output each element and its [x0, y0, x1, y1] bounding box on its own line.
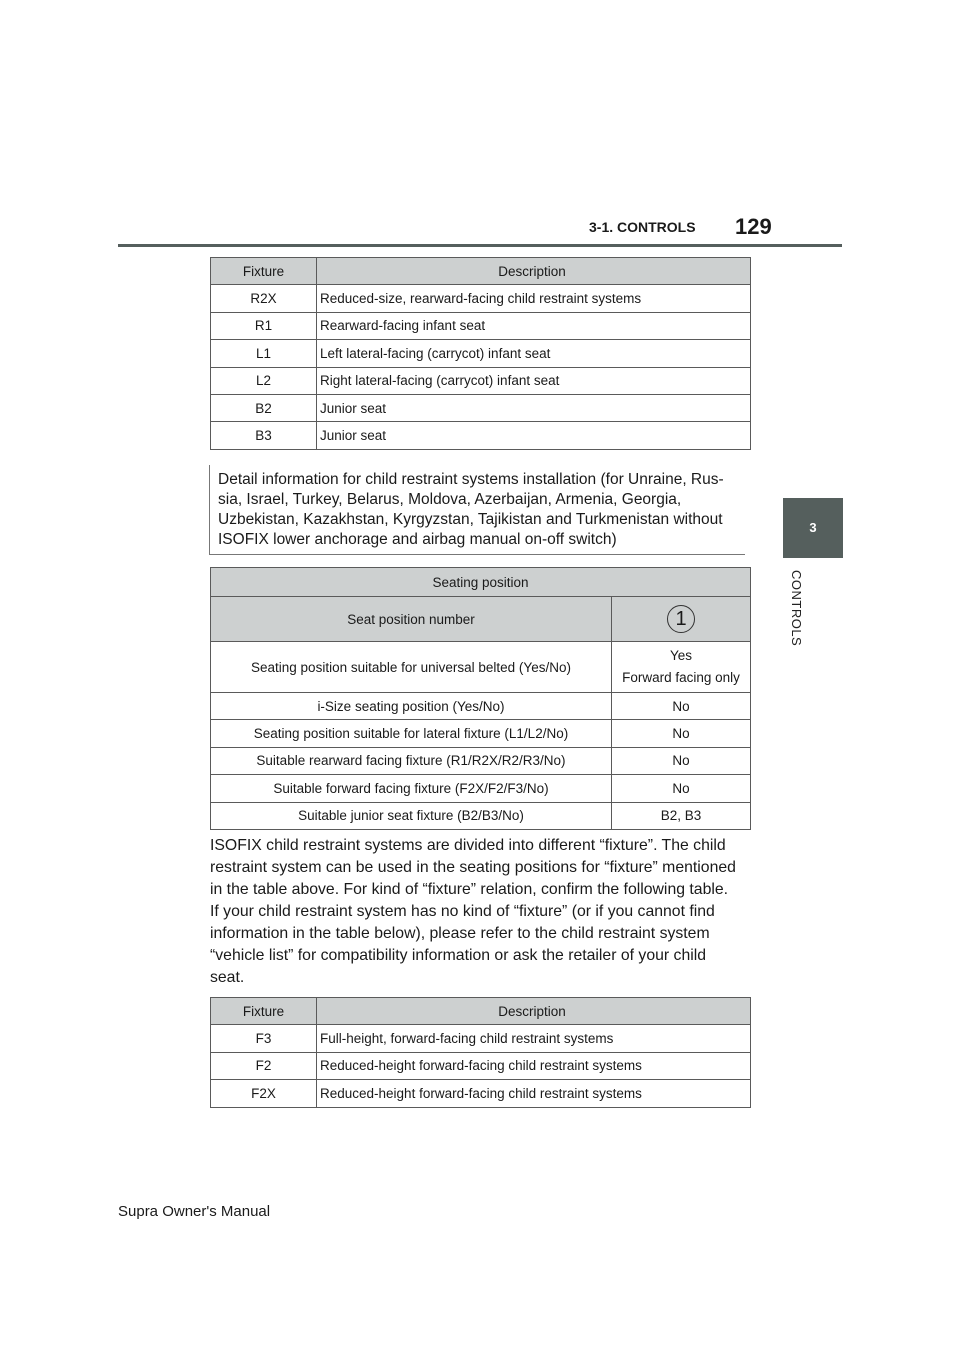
fixture-cell: F2X	[211, 1080, 317, 1107]
column-header-fixture: Fixture	[211, 998, 317, 1025]
body-line: “vehicle list” for compatibility information or ask the retailer of your child	[210, 947, 707, 964]
row-label: Suitable forward facing fixture (F2X/F2/F3/No)	[211, 775, 612, 802]
row-label: i-Size seating position (Yes/No)	[211, 693, 612, 720]
fixture-cell: R2X	[211, 285, 317, 312]
seat-position-number-label: Seat position number	[211, 597, 612, 642]
body-paragraph	[210, 835, 755, 989]
row-value: No	[612, 775, 751, 802]
fixture-cell: B2	[211, 394, 317, 421]
info-line: ISOFIX lower anchorage and airbag manual on-off switch)	[218, 531, 617, 548]
table-row	[211, 693, 751, 720]
table-header-row	[211, 258, 751, 285]
description-cell: Reduced-height forward-facing child restraint systems	[317, 1080, 751, 1107]
table-row	[211, 367, 751, 394]
footer-manual-title: Supra Owner's Manual	[118, 1203, 271, 1220]
description-cell: Junior seat	[317, 394, 751, 421]
chapter-tab: 3	[783, 498, 843, 558]
section-label: 3-1. CONTROLS	[589, 219, 696, 235]
table-row	[211, 775, 751, 802]
description-cell: Full-height, forward-facing child restraint systems	[317, 1025, 751, 1052]
column-header-description: Description	[317, 258, 751, 285]
row-value	[612, 642, 751, 693]
table-row	[211, 642, 751, 693]
fixture-cell: L2	[211, 367, 317, 394]
table-header-row	[211, 998, 751, 1025]
row-label: Suitable junior seat fixture (B2/B3/No)	[211, 802, 612, 829]
header-rule	[118, 244, 842, 247]
table-row	[211, 1080, 751, 1107]
seating-position-table	[210, 567, 751, 830]
seat-position-number-cell	[612, 597, 751, 642]
column-header-description: Description	[317, 998, 751, 1025]
fixture-cell: F3	[211, 1025, 317, 1052]
fixture-cell: R1	[211, 312, 317, 339]
seat-number-1-icon: 1	[667, 605, 695, 633]
table-row	[211, 422, 751, 449]
value-main: Yes	[669, 648, 693, 663]
chapter-tab-label: CONTROLS	[789, 570, 804, 647]
description-cell: Junior seat	[317, 422, 751, 449]
table-row	[211, 802, 751, 829]
description-cell: Reduced-height forward-facing child restraint systems	[317, 1052, 751, 1079]
column-header-fixture: Fixture	[211, 258, 317, 285]
body-line: seat.	[210, 969, 245, 986]
table-row	[211, 340, 751, 367]
row-value: B2, B3	[612, 802, 751, 829]
table-title-row	[211, 568, 751, 597]
body-line: information in the table below), please refer to the child restraint system	[210, 925, 710, 942]
row-label: Seating position suitable for universal belted (Yes/No)	[211, 642, 612, 693]
description-cell: Left lateral-facing (carrycot) infant seat	[317, 340, 751, 367]
table-row	[211, 720, 751, 747]
description-cell: Reduced-size, rearward-facing child restraint systems	[317, 285, 751, 312]
description-cell: Rearward-facing infant seat	[317, 312, 751, 339]
info-line: Uzbekistan, Kazakhstan, Kyrgyzstan, Tajikistan and Turkmenistan without	[218, 511, 723, 528]
table-row	[211, 747, 751, 774]
table-row	[211, 285, 751, 312]
table-row	[211, 312, 751, 339]
body-line: If your child restraint system has no kind of “fixture” (or if you cannot find	[210, 903, 715, 920]
row-label: Suitable rearward facing fixture (R1/R2X/R2/R3/No)	[211, 747, 612, 774]
fixture-cell: L1	[211, 340, 317, 367]
seating-position-title: Seating position	[211, 568, 751, 597]
body-line: restraint system can be used in the seating positions for “fixture” mentioned	[210, 859, 736, 876]
table-row	[211, 1025, 751, 1052]
body-line: in the table above. For kind of “fixture” relation, confirm the following table.	[210, 881, 729, 898]
table-row	[211, 394, 751, 421]
fixture-table-1	[210, 257, 751, 450]
fixture-cell: F2	[211, 1052, 317, 1079]
table-row	[211, 1052, 751, 1079]
row-value: No	[612, 720, 751, 747]
value-note: Forward facing only	[622, 670, 740, 685]
page-number: 129	[735, 214, 772, 239]
fixture-table-2	[210, 997, 751, 1108]
row-value: No	[612, 747, 751, 774]
row-value: No	[612, 693, 751, 720]
body-line: ISOFIX child restraint systems are divided into different “fixture”. The child	[210, 837, 726, 854]
fixture-cell: B3	[211, 422, 317, 449]
row-label: Seating position suitable for lateral fixture (L1/L2/No)	[211, 720, 612, 747]
description-cell: Right lateral-facing (carrycot) infant seat	[317, 367, 751, 394]
seat-number-row	[211, 597, 751, 642]
info-line: Detail information for child restraint systems installation (for Unraine, Rus-	[218, 471, 724, 488]
info-line: sia, Israel, Turkey, Belarus, Moldova, Azerbaijan, Armenia, Georgia,	[218, 491, 682, 508]
info-box	[209, 465, 745, 555]
